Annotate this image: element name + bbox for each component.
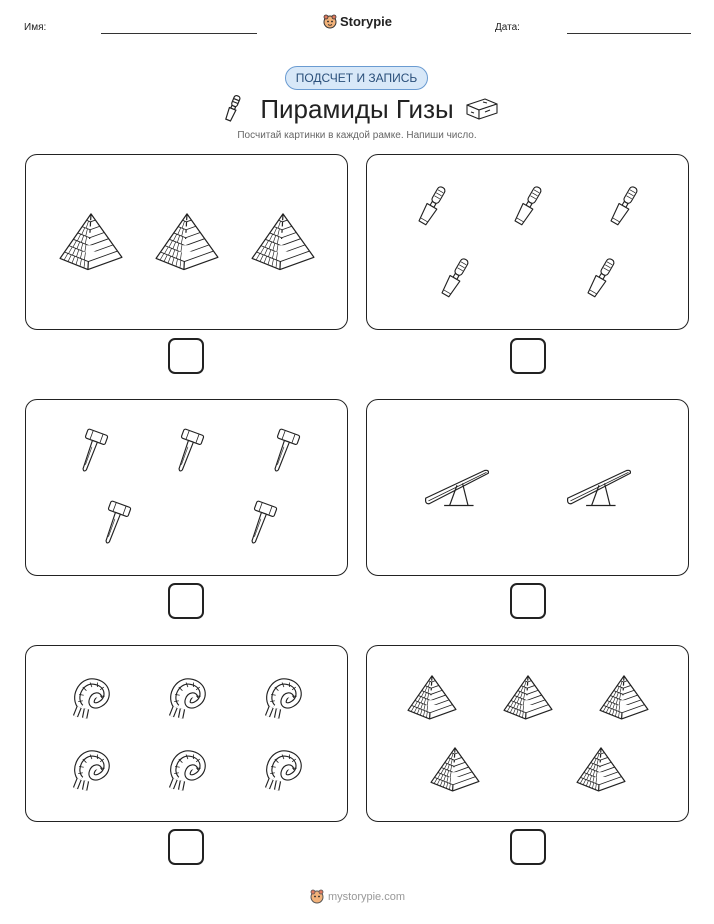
chisel-icon (419, 181, 445, 231)
name-field[interactable] (101, 33, 257, 34)
pyramid-icon (598, 674, 650, 721)
lever-icon (421, 465, 493, 511)
hammer-icon (269, 428, 297, 476)
hammer-icon (100, 500, 128, 548)
pyramid-icon (575, 746, 627, 793)
chisel-icon (515, 181, 541, 231)
instructions: Посчитай картинки в каждой рамке. Напиши число. (237, 130, 477, 141)
stone-block-icon (465, 96, 499, 120)
pyramid-icon (406, 674, 458, 721)
chisel-icon (442, 253, 468, 303)
date-field[interactable] (567, 33, 691, 34)
count-panel-6 (366, 645, 689, 822)
pyramid-icon (429, 746, 481, 793)
date-label: Дата: (495, 22, 520, 33)
rope-icon (70, 674, 112, 722)
answer-box-3[interactable] (168, 583, 204, 619)
count-panel-4 (366, 399, 689, 576)
rope-icon (166, 674, 208, 722)
hammer-icon (246, 500, 274, 548)
hammer-icon (173, 428, 201, 476)
pyramid-icon (58, 212, 124, 271)
count-panel-5 (25, 645, 348, 822)
worksheet-title: Пирамиды Гизы (260, 94, 454, 124)
answer-box-5[interactable] (168, 829, 204, 865)
answer-box-2[interactable] (510, 338, 546, 374)
pyramid-icon (502, 674, 554, 721)
pyramid-icon (250, 212, 316, 271)
pyramid-icon (154, 212, 220, 271)
chisel-icon (588, 253, 614, 303)
category-badge: ПОДСЧЕТ И ЗАПИСЬ (285, 66, 428, 90)
storypie-mascot-icon (309, 888, 325, 904)
rope-icon (70, 746, 112, 794)
storypie-mascot-icon (322, 13, 338, 29)
footer-url: mystorypie.com (327, 891, 406, 903)
rope-icon (166, 746, 208, 794)
rope-icon (262, 746, 304, 794)
answer-box-6[interactable] (510, 829, 546, 865)
lever-icon (563, 465, 635, 511)
rope-icon (262, 674, 304, 722)
name-label: Имя: (24, 22, 47, 33)
hammer-icon (77, 428, 105, 476)
chisel-icon (611, 181, 637, 231)
brand-logo (0, 13, 714, 29)
brand-name: Storypie (339, 14, 392, 29)
count-panel-3 (25, 399, 348, 576)
answer-box-1[interactable] (168, 338, 204, 374)
answer-box-4[interactable] (510, 583, 546, 619)
footer (0, 888, 714, 904)
